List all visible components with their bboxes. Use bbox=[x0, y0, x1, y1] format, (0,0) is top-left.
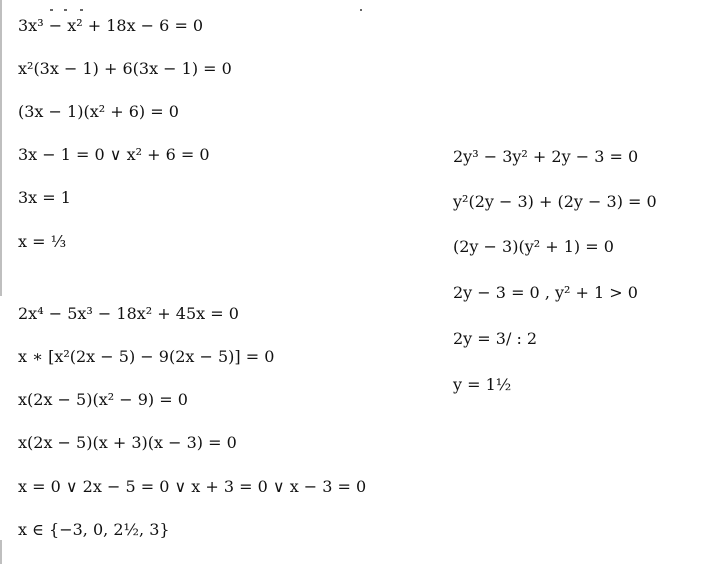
equation-line: 2y − 3 = 0 , y² + 1 > 0 bbox=[453, 283, 638, 302]
equation-line: x = 0 ∨ 2x − 5 = 0 ∨ x + 3 = 0 ∨ x − 3 = 0 bbox=[18, 477, 367, 496]
equation-line: (2y − 3)(y² + 1) = 0 bbox=[453, 237, 614, 256]
equation-line: x²(3x − 1) + 6(3x − 1) = 0 bbox=[18, 59, 232, 78]
equation-line: (3x − 1)(x² + 6) = 0 bbox=[18, 102, 179, 121]
equation-line: x ∗ [x²(2x − 5) − 9(2x − 5)] = 0 bbox=[18, 347, 275, 366]
scan-mark bbox=[360, 9, 362, 11]
equation-line: 2x⁴ − 5x³ − 18x² + 45x = 0 bbox=[18, 304, 239, 323]
equation-line: x(2x − 5)(x² − 9) = 0 bbox=[18, 390, 188, 409]
equation-line: 3x = 1 bbox=[18, 188, 71, 207]
equation-line: 3x³ − x² + 18x − 6 = 0 bbox=[18, 16, 204, 35]
equation-line: y²(2y − 3) + (2y − 3) = 0 bbox=[453, 192, 657, 211]
equation-line: x(2x − 5)(x + 3)(x − 3) = 0 bbox=[18, 433, 237, 452]
equation-line: 2y³ − 3y² + 2y − 3 = 0 bbox=[453, 147, 639, 166]
equation-line: x ∈ {−3, 0, 2½, 3} bbox=[18, 520, 170, 539]
left-edge-bar bbox=[0, 0, 2, 296]
equation-line: 2y = 3/ : 2 bbox=[453, 329, 538, 348]
scan-mark bbox=[50, 9, 53, 11]
equation-line: 3x − 1 = 0 ∨ x² + 6 = 0 bbox=[18, 145, 210, 164]
scan-mark bbox=[80, 9, 83, 11]
equation-line: y = 1½ bbox=[453, 375, 512, 394]
left-edge-bar-lower bbox=[0, 540, 2, 564]
equation-line: x = ⅓ bbox=[18, 232, 67, 251]
scan-mark bbox=[64, 9, 67, 11]
